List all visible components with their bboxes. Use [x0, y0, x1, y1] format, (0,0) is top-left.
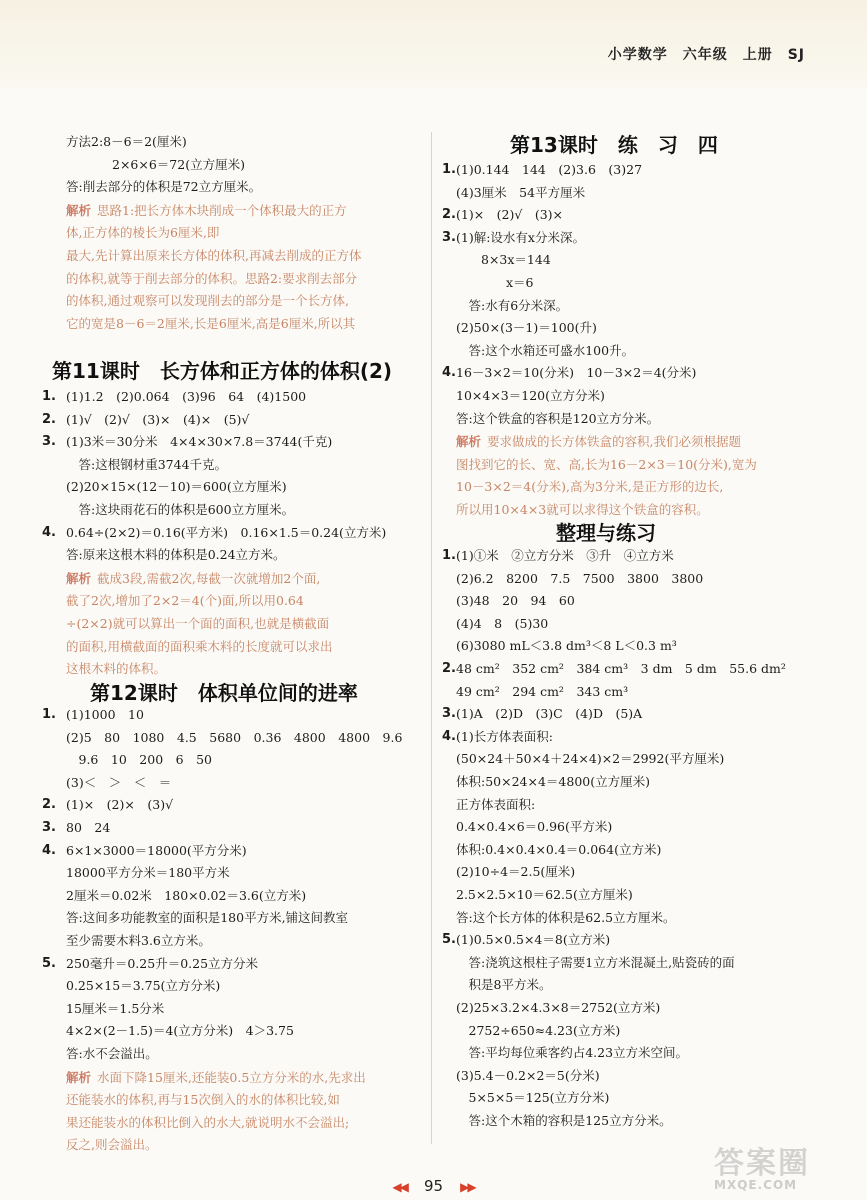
analysis-text: 还能装水的体积,再与15次倒入的水的体积比较,如	[66, 1092, 340, 1108]
analysis-tag: 解析	[456, 434, 482, 450]
analysis-text: 思路1:把长方体木块削成一个体积最大的正方	[97, 202, 347, 218]
review-line: (4)4 8 (5)30	[456, 615, 549, 631]
analysis-text: 截了2次,增加了2×2＝4(个)面,所以用0.64	[66, 593, 304, 609]
lesson12-number: 5.	[42, 955, 56, 971]
lesson13-line: (1)解:设水有x分米深。	[456, 229, 585, 245]
lesson13-line: (4)3厘米 54平方厘米	[456, 184, 586, 200]
review-line: 答:这个长方体的体积是62.5立方厘米。	[456, 909, 676, 925]
lesson12-line: (2)5 80 1080 4.5 5680 0.36 4800 4800 9.6	[66, 729, 403, 745]
lesson13-line: 答:这个水箱还可盛水100升。	[456, 342, 635, 358]
review-line: 48 cm² 352 cm² 384 cm³ 3 dm 5 dm 55.6 dm²	[456, 661, 786, 676]
lesson11-number: 1.	[42, 389, 56, 404]
intro-analysis-line	[66, 293, 349, 309]
analysis-text: 的体积,就等于削去部分的体积。思路2:要求削去部分	[66, 270, 358, 286]
review-line: (2)10÷4＝2.5(厘米)	[456, 864, 576, 880]
lesson11-line: (1)1.2 (2)0.064 (3)96 64 (4)1500	[66, 389, 307, 404]
lesson12-title: 第12课时 体积单位间的进率	[90, 681, 358, 705]
lesson11-line: 0.64÷(2×2)＝0.16(平方米) 0.16×1.5＝0.24(立方米)	[66, 524, 387, 540]
lesson13-line: (1)× (2)√ (3)×	[456, 207, 564, 223]
lesson13-analysis-line	[456, 479, 723, 495]
lesson12-analysis-line	[66, 1092, 340, 1108]
review-line: (6)3080 mL＜3.8 dm³＜8 L＜0.3 m³	[456, 638, 677, 654]
lesson12-line: 80 24	[66, 820, 111, 835]
page-header	[0, 0, 867, 88]
review-line: 答:浇筑这根柱子需要1立方米混凝土,贴瓷砖的面	[456, 954, 735, 970]
review-line: 49 cm² 294 cm² 343 cm³	[456, 683, 629, 699]
lesson13-number: 3.	[442, 229, 456, 245]
analysis-text: 体,正方体的棱长为6厘米,即	[66, 225, 220, 241]
lesson12-number: 2.	[42, 797, 56, 813]
review-line: 5×5×5＝125(立方分米)	[456, 1090, 610, 1106]
review-line: (50×24＋50×4＋24×4)×2＝2992(平方厘米)	[456, 751, 725, 767]
lesson12-line: 18000平方分米＝180平方米	[66, 865, 230, 881]
lesson12-analysis-line	[66, 1070, 366, 1086]
analysis-text: 要求做成的长方体铁盒的容积,我们必须根据题	[487, 434, 741, 450]
lesson12-line: 250毫升＝0.25升＝0.25立方分米	[66, 955, 259, 971]
lesson13-line: 10×4×3＝120(立方分米)	[456, 388, 605, 403]
lesson13-analysis-line	[456, 457, 757, 473]
lesson12-line: 答:水不会溢出。	[66, 1046, 158, 1061]
lesson11-title: 第11课时 长方体和正方体的体积(2)	[52, 359, 393, 383]
lesson13-line: 16－3×2＝10(分米) 10－3×2＝4(分米)	[456, 365, 697, 381]
watermark-logo	[714, 1138, 860, 1194]
review-line: 2752÷650≈4.23(立方米)	[456, 1022, 621, 1038]
review-number: 3.	[442, 706, 456, 722]
lesson12-line: 0.25×15＝3.75(立方分米)	[66, 978, 221, 994]
analysis-text: 它的宽是8－6＝2厘米,长是6厘米,高是6厘米,所以其	[66, 315, 356, 331]
review-line: 0.4×0.4×6＝0.96(平方米)	[456, 819, 613, 835]
review-number: 4.	[442, 728, 456, 744]
watermark-text: 答案圈	[714, 1146, 810, 1181]
analysis-text: 的体积,通过观察可以发现削去的部分是一个长方体,	[66, 293, 349, 309]
lesson12-analysis-line	[66, 1115, 349, 1131]
analysis-text: 截成3段,需截2次,每截一次就增加2个面,	[97, 570, 321, 586]
lesson12-line: 2厘米＝0.02米 180×0.02＝3.6(立方米)	[66, 887, 307, 903]
lesson11-number: 4.	[42, 524, 56, 540]
lesson12-line: (3)＜ ＞ ＜ ＝	[66, 774, 172, 790]
prev-page-arrows[interactable]: ◀◀	[392, 1180, 407, 1194]
review-line: (3)5.4－0.2×2＝5(分米)	[456, 1067, 600, 1083]
lesson11-line: (2)20×15×(12－10)＝600(立方厘米)	[66, 479, 287, 495]
review-line: 2.5×2.5×10＝62.5(立方厘米)	[456, 887, 633, 902]
analysis-text: 最大,先计算出原来长方体的体积,再减去削成的正方体	[66, 248, 362, 263]
lesson13-line: 答:这个铁盒的容积是120立方分米。	[456, 410, 660, 426]
header-subject: 小学数学 六年级 上册 SJ	[607, 47, 805, 63]
lesson13-title: 第13课时 练 习 四	[510, 133, 718, 157]
review-line: 正方体表面积:	[456, 796, 536, 812]
intro-analysis-line	[66, 316, 355, 332]
lesson13-number: 2.	[442, 207, 456, 223]
review-line: (2)6.2 8200 7.5 7500 3800 3800	[456, 570, 704, 586]
lesson12-line: 4×2×(2－1.5)＝4(立方分米) 4＞3.75	[66, 1023, 294, 1039]
column-divider	[431, 132, 432, 1144]
lesson11-line: (1)√ (2)√ (3)× (4)× (5)√	[66, 411, 250, 427]
lesson12-line: 15厘米＝1.5分米	[66, 1000, 165, 1016]
analysis-text: 这根木料的体积。	[66, 661, 167, 677]
next-page-arrows[interactable]: ▶▶	[460, 1180, 475, 1194]
lesson12-analysis-line	[66, 1137, 157, 1153]
method2-answer: 答:削去部分的体积是72立方厘米。	[66, 179, 262, 195]
lesson12-line: 至少需要木料3.6立方米。	[66, 933, 211, 948]
lesson13-line: (1)0.144 144 (2)3.6 (3)27	[456, 162, 643, 177]
lesson12-line: 9.6 10 200 6 50	[66, 752, 213, 768]
lesson12-line: (1)1000 10	[66, 707, 144, 722]
intro-analysis-line	[66, 271, 357, 287]
page-number: 95	[423, 1177, 444, 1195]
lesson13-number: 1.	[442, 162, 456, 177]
review-title: 整理与练习	[556, 521, 656, 545]
analysis-text: 果还能装水的体积比倒入的水大,就说明水不会溢出;	[66, 1114, 350, 1130]
review-line: (2)25×3.2×4.3×8＝2752(立方米)	[456, 1000, 661, 1015]
review-number: 1.	[442, 548, 456, 563]
intro-analysis-line	[66, 203, 347, 219]
lesson11-analysis-line	[66, 593, 304, 609]
review-line: (1)0.5×0.5×4＝8(立方米)	[456, 932, 611, 948]
review-number: 5.	[442, 932, 456, 948]
analysis-text: 10－3×2＝4(分米),高为3分米,是正方形的边长,	[456, 479, 724, 495]
review-line: 积是8平方米。	[456, 977, 552, 993]
review-line: 体积:0.4×0.4×0.4＝0.064(立方米)	[456, 841, 662, 857]
review-line: (1)A (2)D (3)C (4)D (5)A	[456, 706, 643, 722]
lesson11-analysis-line	[66, 661, 166, 677]
method2-calc: 2×6×6＝72(立方厘米)	[112, 156, 245, 172]
analysis-text: 所以用10×4×3就可以求得这个铁盒的容积。	[456, 502, 709, 517]
analysis-text: 反之,则会溢出。	[66, 1137, 158, 1153]
review-line: (3)48 20 94 60	[456, 593, 575, 609]
method2-line: 方法2:8－6＝2(厘米)	[66, 134, 187, 149]
analysis-tag: 解析	[66, 1069, 92, 1085]
lesson11-line: 答:这块雨花石的体积是600立方厘米。	[66, 502, 295, 517]
lesson11-number: 3.	[42, 434, 56, 450]
lesson13-line: 8×3x＝144	[456, 252, 551, 268]
review-line: 答:平均每位乘客约占4.23立方米空间。	[456, 1045, 689, 1061]
lesson11-analysis-line	[66, 571, 320, 587]
review-line: (1)①米 ②立方分米 ③升 ④立方米	[456, 548, 674, 563]
lesson13-line: (2)50×(3－1)＝100(升)	[456, 320, 597, 336]
lesson12-number: 1.	[42, 707, 56, 722]
lesson12-line: (1)× (2)× (3)√	[66, 797, 174, 813]
intro-analysis-line	[66, 225, 219, 241]
lesson12-number: 3.	[42, 820, 56, 835]
lesson12-number: 4.	[42, 842, 56, 858]
lesson11-analysis-line	[66, 639, 332, 655]
intro-analysis-line	[66, 248, 361, 264]
analysis-text: ÷(2×2)就可以算出一个面的面积,也就是横截面	[66, 616, 330, 631]
watermark-url: MXQE.COM	[714, 1178, 798, 1192]
lesson11-analysis-line	[66, 616, 329, 632]
review-line: (1)长方体表面积:	[456, 728, 553, 744]
review-number: 2.	[442, 661, 456, 676]
lesson13-analysis-line	[456, 502, 709, 518]
analysis-text: 水面下降15厘米,还能装0.5立方分米的水,先求出	[97, 1069, 366, 1085]
lesson12-line: 答:这间多功能教室的面积是180平方米,铺这间教室	[66, 910, 349, 926]
lesson12-line: 6×1×3000＝18000(平方分米)	[66, 842, 247, 858]
lesson11-line: 答:原来这根木料的体积是0.24立方米。	[66, 547, 286, 563]
lesson13-line: x＝6	[456, 275, 534, 290]
lesson13-line: 答:水有6分米深。	[456, 297, 569, 313]
analysis-tag: 解析	[66, 570, 92, 586]
review-line: 体积:50×24×4＝4800(立方厘米)	[456, 774, 650, 789]
lesson11-line: 答:这根钢材重3744千克。	[66, 456, 228, 472]
lesson11-number: 2.	[42, 411, 56, 427]
lesson13-number: 4.	[442, 365, 456, 381]
analysis-text: 图找到它的长、宽、高,长为16－2×3＝10(分米),宽为	[456, 456, 757, 472]
lesson13-analysis-line	[456, 434, 741, 450]
lesson11-line: (1)3米＝30分米 4×4×30×7.8＝3744(千克)	[66, 434, 333, 450]
analysis-text: 的面积,用横截面的面积乘木料的长度就可以求出	[66, 638, 333, 654]
analysis-tag: 解析	[66, 202, 92, 218]
review-line: 答:这个木箱的容积是125立方分米。	[456, 1113, 672, 1128]
